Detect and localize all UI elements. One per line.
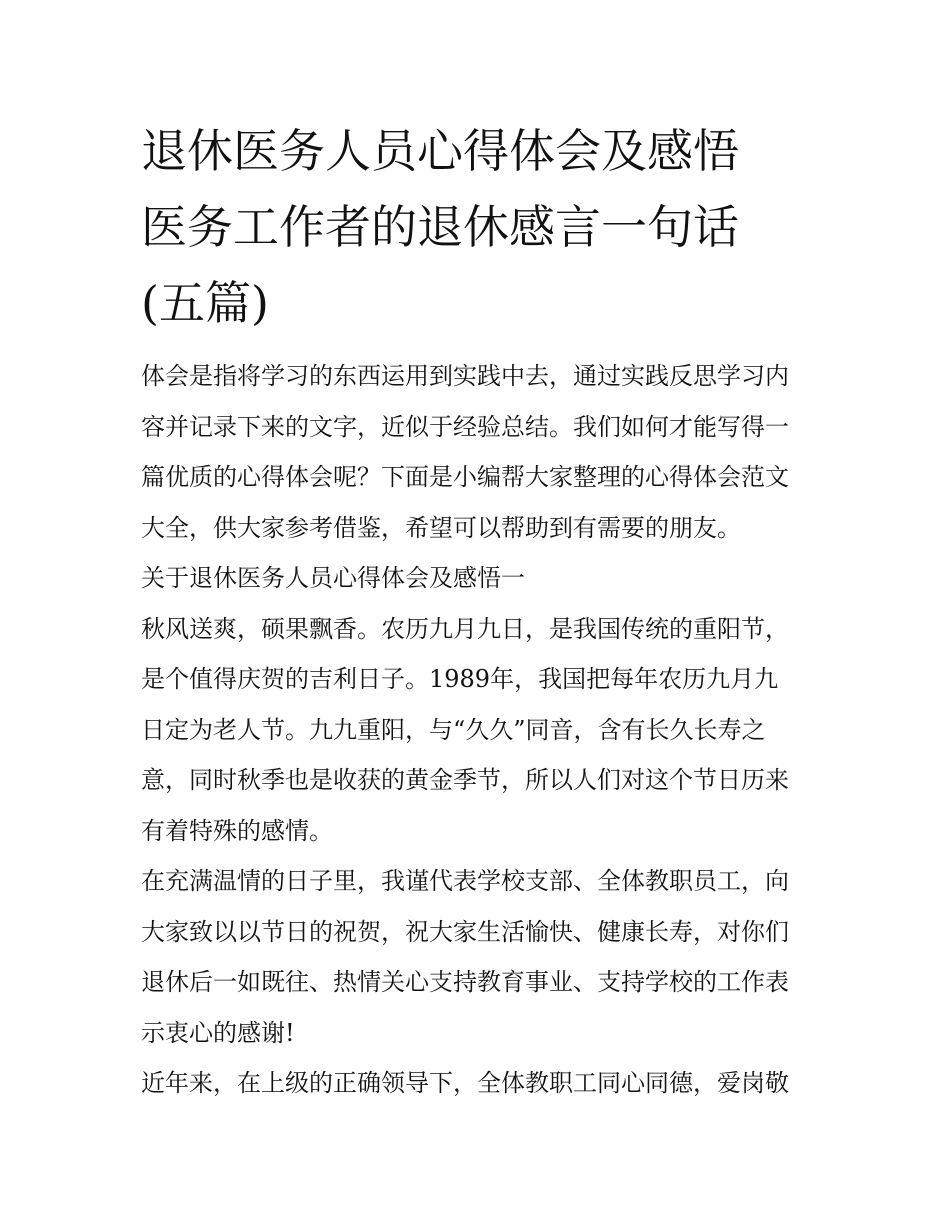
text-line: 关于退休医务人员心得体会及感悟一 xyxy=(141,564,525,592)
text-line: 篇优质的心得体会呢？下面是小编帮大家整理的心得体会范文 xyxy=(141,463,789,491)
title-line: (五篇) xyxy=(141,276,269,330)
document-body xyxy=(141,351,813,1109)
document-title xyxy=(141,113,813,341)
body-paragraph xyxy=(141,604,813,857)
title-line: 退休医务人员心得体会及感悟 xyxy=(141,124,739,178)
text-line: 有着特殊的感情。 xyxy=(141,816,333,845)
text-line: 退休后一如既往、热情关心支持教育事业、支持学校的工作表 xyxy=(141,968,789,996)
text-line: 体会是指将学习的东西运用到实践中去，通过实践反思学习内 xyxy=(141,362,789,390)
text-line: 示衷心的感谢! xyxy=(141,1018,295,1047)
text-line: 容并记录下来的文字，近似于经验总结。我们如何才能写得一 xyxy=(141,412,789,441)
text-line: 大全，供大家参考借鉴，希望可以帮助到有需要的朋友。 xyxy=(141,513,741,542)
text-line: 是个值得庆贺的吉利日子。1989年，我国把每年农历九月九 xyxy=(141,665,779,693)
text-line: 大家致以以节日的祝贺，祝大家生活愉快、健康长寿，对你们 xyxy=(141,917,789,946)
text-line: 近年来，在上级的正确领导下，全体教职工同心同德，爱岗敬 xyxy=(141,1069,789,1097)
text-line: 秋风送爽，硕果飘香。农历九月九日，是我国传统的重阳节， xyxy=(141,614,789,643)
section-heading xyxy=(141,553,813,604)
text-line: 意，同时秋季也是收获的黄金季节，所以人们对这个节日历来 xyxy=(141,766,789,794)
title-line: 医务工作者的退休感言一句话 xyxy=(141,200,739,254)
document-content xyxy=(141,113,813,1109)
text-line: 日定为老人节。九九重阳，与“久久”同音，含有长久长寿之 xyxy=(141,715,766,744)
intro-paragraph xyxy=(141,351,813,553)
body-paragraph xyxy=(141,856,813,1058)
body-paragraph xyxy=(141,1058,813,1109)
text-line: 在充满温情的日子里，我谨代表学校支部、全体教职员工，向 xyxy=(141,867,789,895)
